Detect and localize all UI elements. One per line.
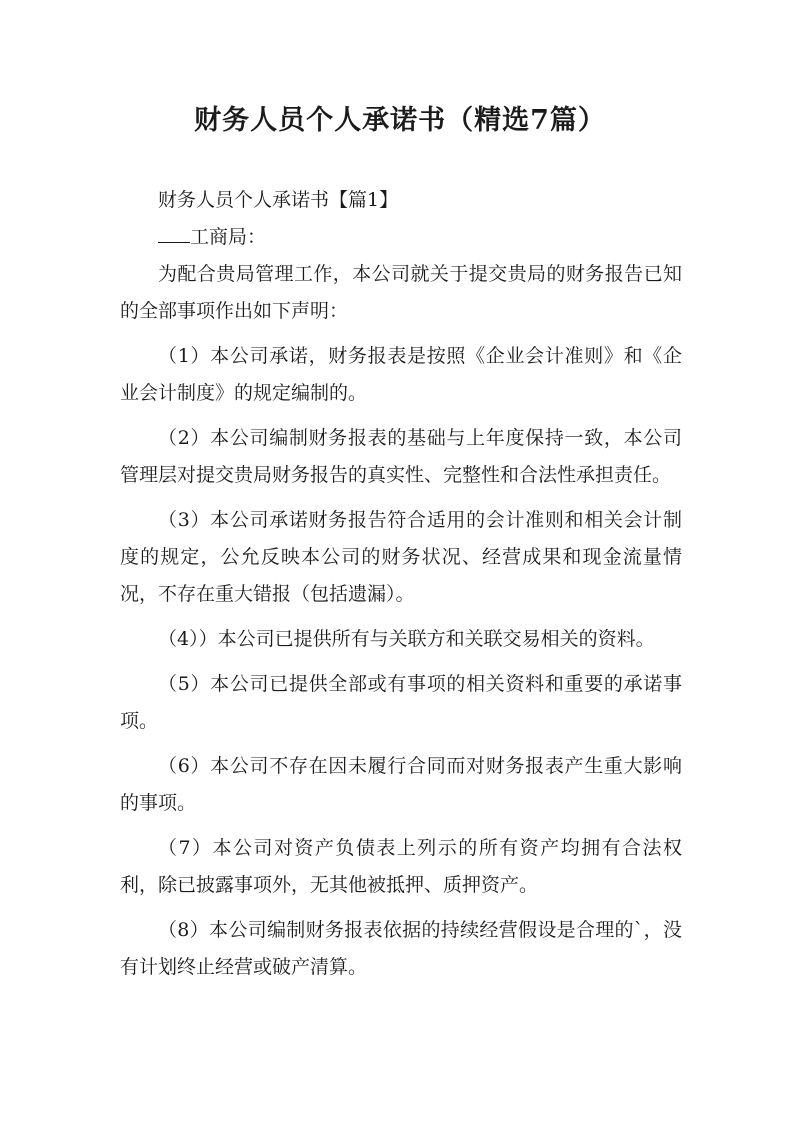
item-paragraph-4: （4））本公司已提供所有与关联方和关联交易相关的资料。 — [158, 628, 655, 650]
addressee-line — [120, 219, 682, 256]
intro-paragraph: 为配合贵局管理工作，本公司就关于提交贵局的财务报告已知的全部事项作出如下声明： — [120, 263, 682, 322]
item-paragraph-1: （1）本公司承诺，财务报表是按照《企业会计准则》和《企业会计制度》的规定编制的。 — [120, 345, 682, 404]
document-body — [120, 182, 682, 986]
item-paragraph-5: （5）本公司已提供全部或有事项的相关资料和重要的承诺事项。 — [120, 673, 682, 732]
item-paragraph-8: （8）本公司编制财务报表依据的持续经营假设是合理的`，没有计划终止经营或破产清算。 — [120, 919, 682, 978]
addressee-text: 工商局： — [190, 226, 267, 248]
item-paragraph-7: （7）本公司对资产负债表上列示的所有资产均拥有合法权利，除已披露事项外，无其他被抵押、质押资产。 — [120, 837, 682, 896]
item-paragraph-6: （6）本公司不存在因未履行合同而对财务报表产生重大影响的事项。 — [120, 755, 682, 814]
section-heading: 财务人员个人承诺书【篇1】 — [158, 189, 399, 211]
blank-underline — [158, 224, 190, 243]
item-paragraph-3: （3）本公司承诺财务报告符合适用的会计准则和相关会计制度的规定，公允反映本公司的财务状况、经营成果和现金流量情况，不存在重大错报（包括遗漏）。 — [120, 509, 682, 605]
document-title: 财务人员个人承诺书（精选7篇） — [194, 105, 606, 136]
item-paragraph-2: （2）本公司编制财务报表的基础与上年度保持一致，本公司管理层对提交贵局财务报告的真实性、完整性和合法性承担责任。 — [120, 427, 682, 486]
